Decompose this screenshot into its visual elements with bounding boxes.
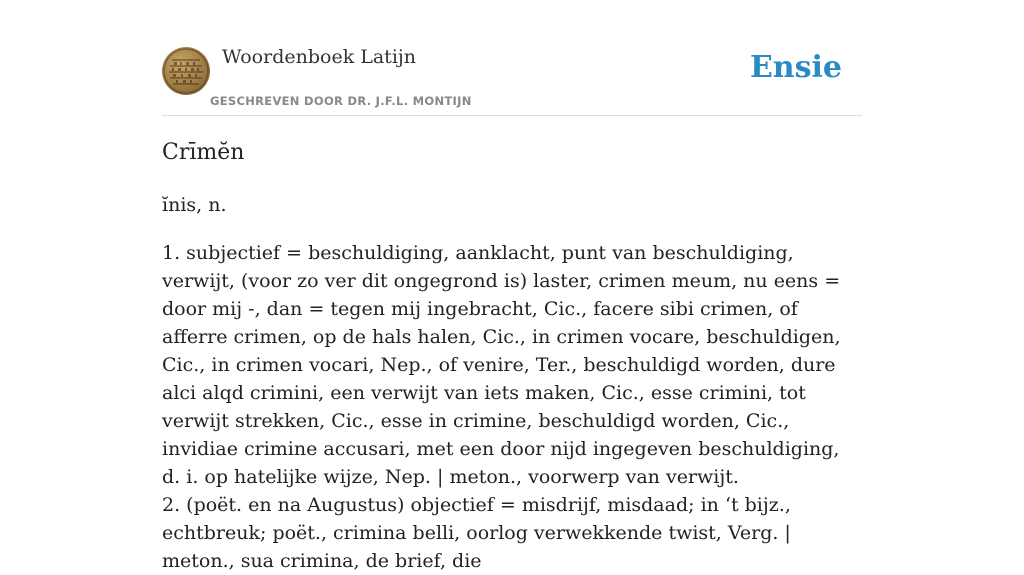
book-title[interactable]: Woordenboek Latijn	[222, 46, 417, 68]
grammar-info: ĭnis, n.	[162, 194, 227, 216]
brand-logo[interactable]: Ensie	[749, 50, 842, 85]
author-byline: GESCHREVEN DOOR DR. J.F.L. MONTIJN	[210, 94, 472, 108]
definition-sense: 1. subjectief = beschuldiging, aanklacht, punt van beschuldiging, verwijt, (voor zo ver dit ongegrond is) laster, crimen meum, nu eens = door mij -, dan = tegen mij ingebracht, Cic., facere sibi crimen, of afferre crimen, op de hals halen, Cic., in crimen vocare, beschuldigen, Cic., in crimen vocari, Nep., of venire, Ter., beschuldigd worden, dure alci alqd crimini, een verwijt van iets maken, Cic., esse crimini, tot verwijt strekken, Cic., esse in crimine, beschuldigd worden, Cic., invidiae crimine accusari, met een door nijd ingegeven beschuldiging, d. i. op hatelijke wijze, Nep. | meton., voorwerp van verwijt.	[162, 242, 841, 488]
definition-sense: 2. (poët. en na Augustus) objectief = misdrijf, misdaad; in ‘t bijz., echtbreuk; poët., crimina belli, oorlog verwekkende twist, Verg. | meton., sua crimina, de brief, die	[162, 494, 791, 572]
header	[162, 0, 862, 116]
definition-text	[162, 239, 862, 575]
coin-inscription-icon[interactable]	[162, 47, 210, 95]
page-content	[162, 0, 862, 572]
entry-title: Crīmĕn	[162, 140, 245, 165]
